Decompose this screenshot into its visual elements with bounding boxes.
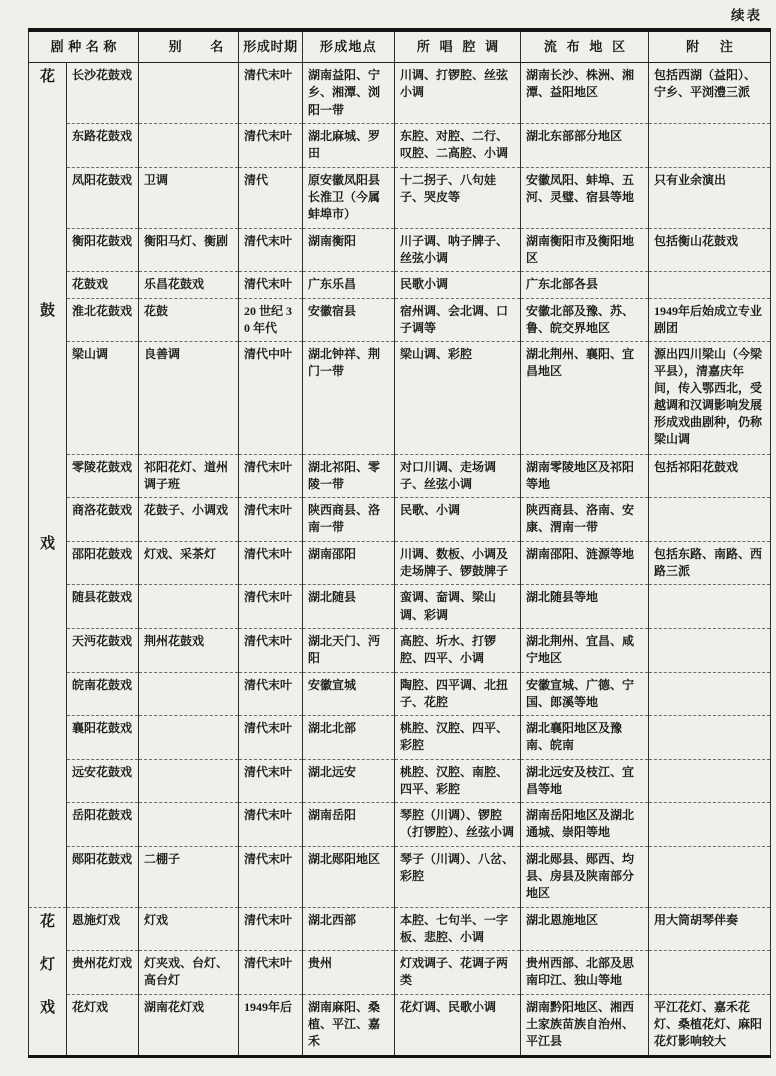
table-row: [29, 846, 771, 907]
cell-period: 清代末叶: [239, 716, 303, 760]
cell-place: 安徽宿县: [303, 298, 395, 342]
table-row: [29, 228, 771, 272]
group-label-char: 花: [39, 913, 55, 930]
cell-name: 衡阳花鼓戏: [67, 228, 139, 272]
cell-place: 湖南麻阳、桑植、平江、嘉禾: [303, 994, 395, 1056]
cell-notes: [649, 716, 771, 760]
cell-region: 湖南衡阳市及衡阳地区: [521, 228, 649, 272]
table-body: [29, 63, 771, 1057]
cell-notes: 包括衡山花鼓戏: [649, 228, 771, 272]
opera-table: [28, 28, 771, 1058]
table-header: [29, 30, 771, 63]
cell-alias: 灯戏、采茶灯: [139, 541, 239, 585]
cell-notes: 用大筒胡琴伴奏: [649, 907, 771, 951]
cell-period: 1949年后: [239, 994, 303, 1056]
table-row: [29, 298, 771, 342]
cell-alias: 花鼓子、小调戏: [139, 498, 239, 542]
cell-notes: [649, 124, 771, 168]
table-row: [29, 759, 771, 803]
cell-tunes: 高腔、圻水、打锣腔、四平、小调: [395, 629, 521, 673]
cell-region: 湖南长沙、株洲、湘潭、益阳地区: [521, 63, 649, 124]
cell-name: 淮北花鼓戏: [67, 298, 139, 342]
cell-tunes: 本腔、七句半、一字板、悲腔、小调: [395, 907, 521, 951]
cell-region: 湖南黔阳地区、湘西土家族苗族自治州、平江县: [521, 994, 649, 1056]
cell-notes: [649, 585, 771, 629]
cell-region: 湖北随县等地: [521, 585, 649, 629]
cell-period: 清代中叶: [239, 342, 303, 455]
cell-region: 湖北远安及枝江、宜昌等地: [521, 759, 649, 803]
cell-period: 清代末叶: [239, 124, 303, 168]
cell-period: 清代末叶: [239, 803, 303, 847]
table-row: [29, 585, 771, 629]
cell-notes: 源出四川梁山（今梁平县），清嘉庆年间，传入鄂西北，受越调和汉调影响发展形成戏曲剧种，仍称梁山调: [649, 342, 771, 455]
cell-notes: [649, 272, 771, 298]
cell-alias: 卫调: [139, 167, 239, 228]
cell-region: 湖北东部部分地区: [521, 124, 649, 168]
group-label-stack: [34, 67, 61, 555]
cell-region: 陕西商县、洛南、安康、渭南一带: [521, 498, 649, 542]
table-row: [29, 498, 771, 542]
cell-name: 恩施灯戏: [67, 907, 139, 951]
cell-name: 远安花鼓戏: [67, 759, 139, 803]
cell-period: 清代末叶: [239, 672, 303, 716]
cell-tunes: 川调、打锣腔、丝弦小调: [395, 63, 521, 124]
cell-alias: [139, 759, 239, 803]
cell-place: 陕西商县、洛南一带: [303, 498, 395, 542]
group-label-char: 戏: [39, 1000, 55, 1017]
cell-name: 零陵花鼓戏: [67, 454, 139, 498]
cell-tunes: 十二拐子、八句娃子、哭皮等: [395, 167, 521, 228]
header-cell: 剧种名称: [29, 30, 139, 63]
table-row: [29, 672, 771, 716]
cell-region: 湖南零陵地区及祁阳等地: [521, 454, 649, 498]
cell-name: 东路花鼓戏: [67, 124, 139, 168]
cell-period: 清代末叶: [239, 454, 303, 498]
cell-place: 湖北郧阳地区: [303, 846, 395, 907]
cell-alias: [139, 672, 239, 716]
cell-tunes: 桃腔、汉腔、南腔、四平、彩腔: [395, 759, 521, 803]
cell-period: 清代末叶: [239, 541, 303, 585]
cell-place: 湖北祁阳、零陵一带: [303, 454, 395, 498]
cell-alias: 灯戏: [139, 907, 239, 951]
cell-tunes: 琴子（川调）、八岔、彩腔: [395, 846, 521, 907]
cell-name: 天沔花鼓戏: [67, 629, 139, 673]
cell-tunes: 东腔、对腔、二行、叹腔、二高腔、小调: [395, 124, 521, 168]
header-cell: 别名: [139, 30, 239, 63]
cell-tunes: 琴腔（川调）、锣腔（打锣腔）、丝弦小调: [395, 803, 521, 847]
cell-alias: 荆州花鼓戏: [139, 629, 239, 673]
cell-alias: 衡阳马灯、衡剧: [139, 228, 239, 272]
group-label: [29, 63, 67, 907]
cell-region: 湖北荆州、襄阳、宜昌地区: [521, 342, 649, 455]
cell-period: 清代末叶: [239, 498, 303, 542]
cell-place: 湖南邵阳: [303, 541, 395, 585]
group-label-char: 花: [39, 69, 55, 86]
cell-tunes: 灯戏调子、花调子两类: [395, 951, 521, 995]
table-row: [29, 342, 771, 455]
cell-tunes: 蛮调、奤调、梁山调、彩调: [395, 585, 521, 629]
cell-notes: 1949年后始成立专业剧团: [649, 298, 771, 342]
table-row: [29, 994, 771, 1056]
cell-tunes: 民歌小调: [395, 272, 521, 298]
cell-region: 广东北部各县: [521, 272, 649, 298]
cell-period: 清代末叶: [239, 846, 303, 907]
cell-region: 湖北荆州、宜昌、咸宁地区: [521, 629, 649, 673]
cell-period: 清代末叶: [239, 951, 303, 995]
cell-place: 贵州: [303, 951, 395, 995]
cell-notes: 只有业余演出: [649, 167, 771, 228]
cell-notes: [649, 803, 771, 847]
group-label-char: 灯: [39, 957, 55, 974]
cell-tunes: 川调、数板、小调及走场牌子、锣鼓牌子: [395, 541, 521, 585]
cell-place: 湖南衡阳: [303, 228, 395, 272]
cell-alias: 乐昌花鼓戏: [139, 272, 239, 298]
cell-notes: [649, 672, 771, 716]
cell-period: 清代末叶: [239, 907, 303, 951]
cell-alias: 良善调: [139, 342, 239, 455]
cell-place: 湖北北部: [303, 716, 395, 760]
cell-period: 清代末叶: [239, 272, 303, 298]
table-row: [29, 629, 771, 673]
cell-alias: [139, 124, 239, 168]
cell-alias: [139, 63, 239, 124]
header-cell: 形成地点: [303, 30, 395, 63]
table-row: [29, 907, 771, 951]
cell-name: 贵州花灯戏: [67, 951, 139, 995]
cell-place: 湖北天门、沔阳: [303, 629, 395, 673]
cell-region: 安徽凤阳、蚌埠、五河、灵璧、宿县等地: [521, 167, 649, 228]
cell-notes: 平江花灯、嘉禾花灯、桑植花灯、麻阳花灯影响较大: [649, 994, 771, 1056]
cell-place: 湖北西部: [303, 907, 395, 951]
table-row: [29, 803, 771, 847]
cell-tunes: 梁山调、彩腔: [395, 342, 521, 455]
cell-alias: [139, 585, 239, 629]
cell-period: 20 世纪 30 年代: [239, 298, 303, 342]
cell-tunes: 川子调、呐子牌子、丝弦小调: [395, 228, 521, 272]
cell-notes: 包括东路、南路、西路三派: [649, 541, 771, 585]
group-label: [29, 907, 67, 1056]
cell-region: 湖南岳阳地区及湖北通城、崇阳等地: [521, 803, 649, 847]
header-cell: 形成时期: [239, 30, 303, 63]
cell-name: 长沙花鼓戏: [67, 63, 139, 124]
cell-name: 郧阳花鼓戏: [67, 846, 139, 907]
cell-alias: [139, 803, 239, 847]
group-label-char: 鼓: [39, 302, 55, 319]
cell-notes: 包括西湖（益阳）、宁乡、平浏澧三派: [649, 63, 771, 124]
cell-region: 湖北郧县、郧西、均县、房县及陕南部分地区: [521, 846, 649, 907]
cell-tunes: 陶腔、四平调、北扭子、花腔: [395, 672, 521, 716]
cell-period: 清代末叶: [239, 629, 303, 673]
table-row: [29, 951, 771, 995]
header-cell: 所唱腔调: [395, 30, 521, 63]
cell-alias: [139, 716, 239, 760]
cell-region: 湖北襄阳地区及豫南、皖南: [521, 716, 649, 760]
cell-alias: 花鼓: [139, 298, 239, 342]
cell-name: 邵阳花鼓戏: [67, 541, 139, 585]
cell-name: 皖南花鼓戏: [67, 672, 139, 716]
cell-notes: [649, 846, 771, 907]
cell-alias: 湖南花灯戏: [139, 994, 239, 1056]
cell-place: 湖南岳阳: [303, 803, 395, 847]
cell-region: 湖北恩施地区: [521, 907, 649, 951]
cell-region: 贵州西部、北部及思南印江、独山等地: [521, 951, 649, 995]
cell-notes: [649, 629, 771, 673]
table-row: [29, 167, 771, 228]
table-row: [29, 716, 771, 760]
cell-place: 湖北随县: [303, 585, 395, 629]
cell-place: 湖北远安: [303, 759, 395, 803]
header-cell: 流布地区: [521, 30, 649, 63]
group-label-stack: [34, 912, 61, 1020]
header-cell: 附注: [649, 30, 771, 63]
cell-tunes: 宿州调、会北调、口子调等: [395, 298, 521, 342]
cell-alias: 祁阳花灯、道州调子班: [139, 454, 239, 498]
table-row: [29, 272, 771, 298]
cell-period: 清代末叶: [239, 759, 303, 803]
cell-place: 湖北麻城、罗田: [303, 124, 395, 168]
cell-name: 梁山调: [67, 342, 139, 455]
cell-notes: 包括祁阳花鼓戏: [649, 454, 771, 498]
cell-period: 清代末叶: [239, 228, 303, 272]
cell-name: 花灯戏: [67, 994, 139, 1056]
cell-alias: 灯夹戏、台灯、高台灯: [139, 951, 239, 995]
cell-period: 清代末叶: [239, 63, 303, 124]
cell-name: 凤阳花鼓戏: [67, 167, 139, 228]
cell-alias: 二棚子: [139, 846, 239, 907]
cell-place: 湖南益阳、宁乡、湘潭、浏阳一带: [303, 63, 395, 124]
cell-place: 安徽宣城: [303, 672, 395, 716]
cell-region: 安徽宣城、广德、宁国、郎溪等地: [521, 672, 649, 716]
continued-table-label: 续表: [731, 8, 762, 23]
cell-name: 花鼓戏: [67, 272, 139, 298]
group-label-char: 戏: [39, 536, 55, 553]
cell-name: 商洛花鼓戏: [67, 498, 139, 542]
cell-tunes: 花灯调、民歌小调: [395, 994, 521, 1056]
cell-region: 湖南邵阳、涟源等地: [521, 541, 649, 585]
cell-region: 安徽北部及豫、苏、鲁、皖交界地区: [521, 298, 649, 342]
cell-name: 襄阳花鼓戏: [67, 716, 139, 760]
cell-period: 清代: [239, 167, 303, 228]
cell-name: 随县花鼓戏: [67, 585, 139, 629]
cell-notes: [649, 951, 771, 995]
cell-notes: [649, 498, 771, 542]
cell-tunes: 对口川调、走场调子、丝弦小调: [395, 454, 521, 498]
cell-tunes: 桃腔、汉腔、四平、彩腔: [395, 716, 521, 760]
table-row: [29, 124, 771, 168]
cell-place: 湖北钟祥、荆门一带: [303, 342, 395, 455]
cell-place: 广东乐昌: [303, 272, 395, 298]
cell-notes: [649, 759, 771, 803]
table-row: [29, 541, 771, 585]
cell-period: 清代末叶: [239, 585, 303, 629]
table-row: [29, 454, 771, 498]
cell-name: 岳阳花鼓戏: [67, 803, 139, 847]
table-row: [29, 63, 771, 124]
cell-place: 原安徽凤阳县长淮卫（今属蚌埠市）: [303, 167, 395, 228]
cell-tunes: 民歌、小调: [395, 498, 521, 542]
